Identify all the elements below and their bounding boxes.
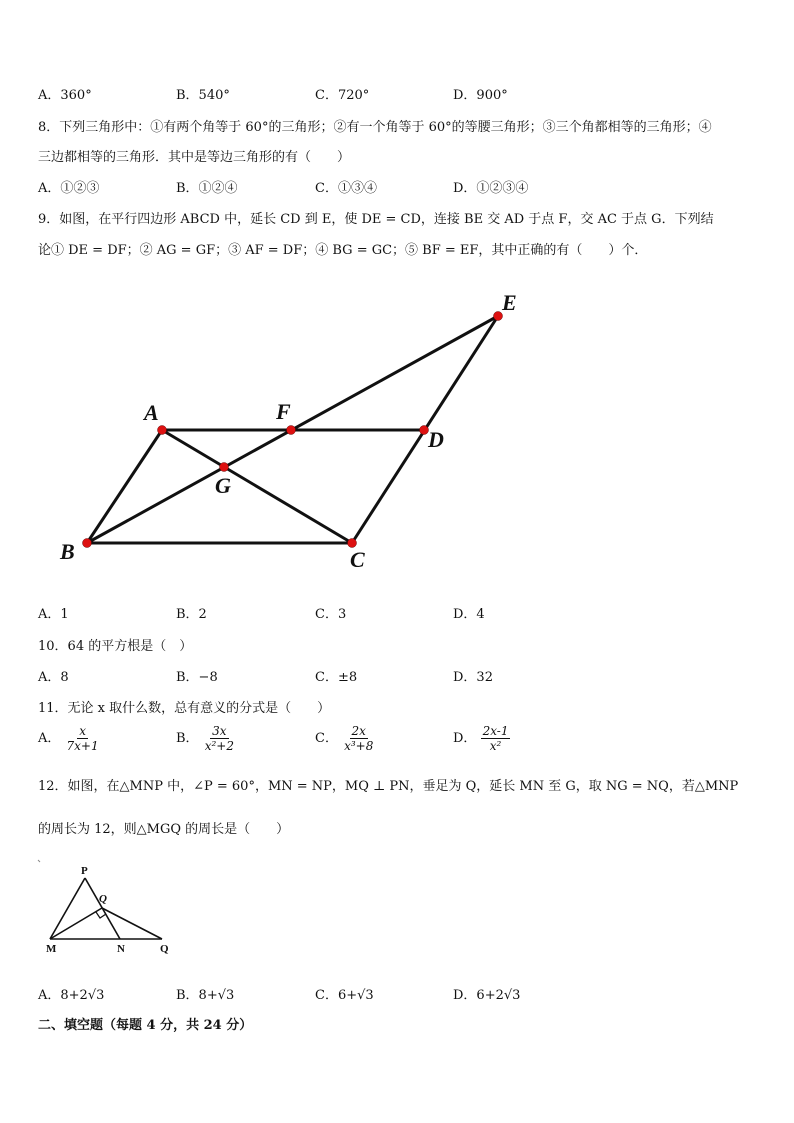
q12-label-n: N: [117, 943, 125, 955]
q11-fraction-c: $\frac{2x}{\text{x³+8}}$: [344, 724, 374, 753]
q9-label-f: F: [276, 399, 291, 424]
q9-option-a: A．1: [38, 607, 69, 622]
q12-stem-line2: 的周长为 12，则△MGQ 的周长是（ ）: [38, 822, 290, 837]
q12-label-m: M: [46, 943, 57, 955]
q7-option-a: A．360°: [38, 88, 92, 103]
q11-option-c: C． $\frac{2x}{\text{x³+8}}$: [315, 724, 374, 753]
section2-title: 二、填空题（每题 4 分，共 24 分）: [38, 1018, 253, 1033]
q8-option-d: D．①②③④: [453, 181, 529, 196]
q9-label-d: D: [428, 427, 444, 452]
q9-label-c: C: [350, 547, 365, 572]
q12-option-c: C．6+√3: [315, 988, 374, 1003]
q10-stem: 10．64 的平方根是（ ）: [38, 639, 193, 654]
q11-fraction-a: $\frac{x}{7x+1}$: [66, 724, 99, 753]
q8-option-b: B．①②④: [176, 181, 238, 196]
q12-stem-line1: 12．如图，在△MNP 中，∠P = 60°，MN = NP，MQ ⊥ PN，垂足为 Q，延长 MN 至 G，取 NG = NQ，若△MNP: [38, 779, 739, 794]
q9-label-e: E: [502, 290, 517, 315]
q8-stem-line1: 8．下列三角形中：①有两个角等于 60°的三角形；②有一个角等于 60°的等腰三角形；③三个角都相等的三角形；④: [38, 120, 712, 135]
q9-label-g: G: [215, 473, 231, 498]
q7-option-d: D．900°: [453, 88, 508, 103]
q10-option-b: B．−8: [176, 670, 218, 685]
q12-label-q-end: Q: [160, 943, 169, 955]
q9-option-b: B．2: [176, 607, 207, 622]
q9-stem-line1: 9．如图，在平行四边形 ABCD 中，延长 CD 到 E，使 DE = CD，连接 BE 交 AD 于点 F，交 AC 于点 G．下列结: [38, 212, 714, 227]
q12-label-q-foot: Q: [99, 893, 107, 905]
q8-option-a: A．①②③: [38, 181, 100, 196]
q9-stem-line2: 论① DE = DF；② AG = GF；③ AF = DF；④ BG = GC；⑤ BF = EF，其中正确的有（ ）个．: [38, 243, 648, 258]
q9-option-d: D．4: [453, 607, 485, 622]
q10-option-c: C．±8: [315, 670, 358, 685]
q12-option-d: D．6+2√3: [453, 988, 521, 1003]
q9-label-a: A: [144, 400, 159, 425]
q11-fraction-d: $\frac{2x-1}{\text{x²}}$: [482, 724, 509, 753]
q11-option-a: A． $\frac{x}{7x+1}$: [38, 724, 99, 753]
q9-option-c: C．3: [315, 607, 347, 622]
q9-label-b: B: [60, 539, 75, 564]
q12-option-a: A．8+2√3: [38, 988, 105, 1003]
q12-label-p: P: [81, 865, 88, 877]
q12-triangle-figure: [0, 850, 200, 960]
q7-option-b: B．540°: [176, 88, 230, 103]
q11-stem: 11．无论 x 取什么数，总有意义的分式是（ ）: [38, 701, 331, 716]
q10-option-a: A．8: [38, 670, 69, 685]
q7-option-c: C．720°: [315, 88, 370, 103]
q11-option-b: B． $\frac{3x}{\text{x²+2}}$: [176, 724, 234, 753]
q11-option-d: D． $\frac{2x-1}{\text{x²}}$: [453, 724, 509, 753]
q8-stem-line2: 三边都相等的三角形．其中是等边三角形的有（ ）: [38, 150, 351, 165]
q10-option-d: D．32: [453, 670, 493, 685]
q8-option-c: C．①③④: [315, 181, 377, 196]
q12-option-b: B．8+√3: [176, 988, 235, 1003]
q11-fraction-b: $\frac{3x}{\text{x²+2}}$: [204, 724, 234, 753]
